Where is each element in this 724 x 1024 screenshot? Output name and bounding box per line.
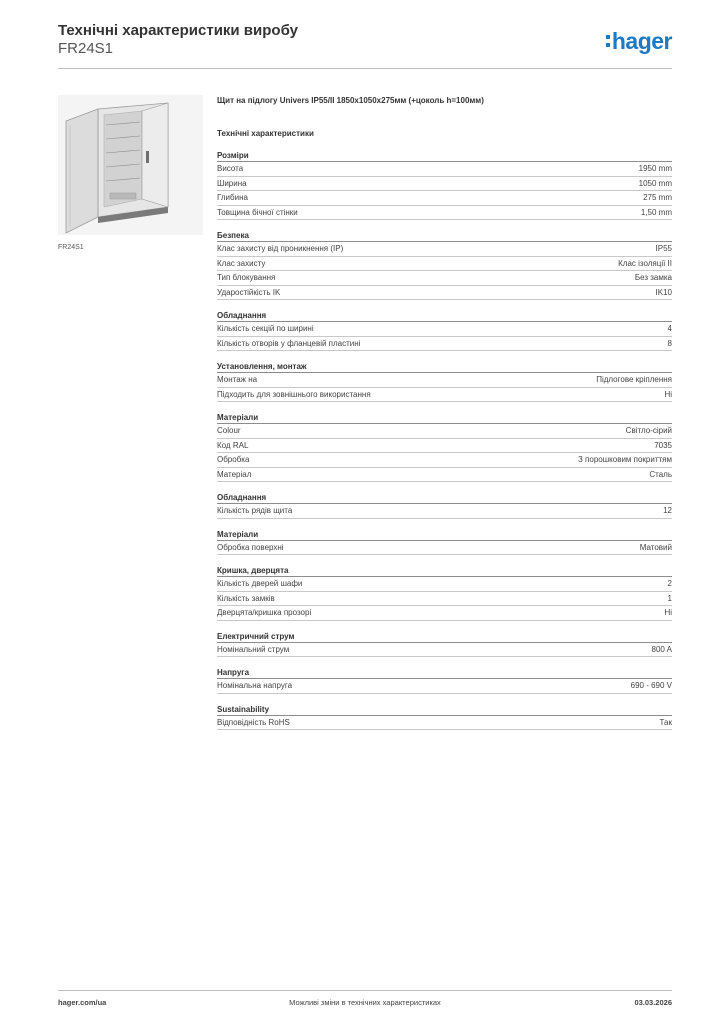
section-title: Установлення, монтаж: [217, 361, 672, 373]
spec-label: Товщина бічної стінки: [217, 207, 298, 217]
spec-row: [217, 322, 672, 337]
spec-label: Colour: [217, 426, 241, 435]
spec-row: [217, 592, 672, 607]
section-current: [217, 631, 672, 658]
spec-value: 8: [667, 338, 672, 348]
spec-value: Ні: [664, 389, 672, 399]
section-title: Обладнання: [217, 492, 672, 504]
section-title: Матеріали: [217, 412, 672, 424]
section-sustainability: [217, 704, 672, 731]
spec-row: [217, 679, 672, 694]
spec-label: Кількість рядів щита: [217, 506, 293, 515]
spec-value: Так: [659, 717, 672, 727]
section-title: Sustainability: [217, 704, 672, 716]
section-installation: [217, 361, 672, 402]
spec-label: Обробка поверхні: [217, 542, 284, 552]
spec-value: Сталь: [649, 469, 672, 479]
spec-row: [217, 257, 672, 272]
spec-value: 800 A: [651, 644, 672, 654]
spec-row: [217, 424, 672, 439]
spec-value: 12: [663, 506, 672, 515]
spec-label: Відповідність RoHS: [217, 717, 290, 727]
spec-value: IP55: [655, 244, 672, 253]
spec-value: 1: [667, 593, 672, 603]
section-materials: [217, 412, 672, 482]
spec-row: [217, 271, 672, 286]
spec-label: Висота: [217, 164, 244, 173]
specs-heading: Технічні характеристики: [217, 129, 314, 138]
spec-row: [217, 504, 672, 519]
spec-row: [217, 191, 672, 206]
footer-website-link[interactable]: hager.com/ua: [58, 998, 107, 1007]
footer-divider: [58, 990, 672, 991]
spec-value: Світло-сірий: [625, 426, 672, 435]
spec-label: Ударостійкість IK: [217, 287, 281, 297]
spec-label: Монтаж на: [217, 375, 258, 384]
spec-value: 690 - 690 V: [630, 681, 672, 690]
spec-value: 1950 mm: [638, 164, 672, 173]
section-title: Обладнання: [217, 310, 672, 322]
spec-label: Дверцята/кришка прозорі: [217, 608, 312, 617]
section-voltage: [217, 667, 672, 694]
spec-value: 1,50 mm: [640, 207, 672, 217]
cabinet-icon: [58, 95, 203, 235]
footer-date: 03.03.2026: [634, 998, 672, 1007]
spec-label: Клас захисту від проникнення (IP): [217, 244, 344, 253]
spec-value: 2: [667, 579, 672, 588]
footer-notice: Можливі зміни в технічних характеристиках: [289, 998, 441, 1007]
spec-value: 7035: [654, 440, 672, 450]
section-title: Безпека: [217, 230, 672, 242]
spec-row: [217, 388, 672, 403]
spec-label: Номінальна напруга: [217, 681, 293, 690]
logo-dots-icon: [606, 35, 610, 47]
spec-value: З порошковим покриттям: [578, 455, 672, 464]
spec-value: Клас ізоляції II: [618, 258, 672, 268]
section-dimensions: [217, 150, 672, 220]
spec-row: [217, 453, 672, 468]
section-safety: [217, 230, 672, 300]
spec-label: Номінальний струм: [217, 644, 290, 654]
spec-value: 275 mm: [643, 193, 672, 202]
spec-row: [217, 468, 672, 483]
product-code: FR24S1: [58, 40, 114, 57]
spec-label: Кількість замків: [217, 593, 275, 603]
spec-row: [217, 242, 672, 257]
spec-label: Кількість отворів у фланцевій пластині: [217, 338, 361, 348]
spec-label: Тип блокування: [217, 273, 276, 282]
spec-row: [217, 337, 672, 352]
spec-row: [217, 439, 672, 454]
section-title: Розміри: [217, 150, 672, 162]
spec-value: 1050 mm: [638, 178, 672, 188]
spec-label: Підходить для зовнішнього використання: [217, 389, 371, 399]
spec-row: [217, 577, 672, 592]
section-equipment: [217, 310, 672, 351]
section-title: Матеріали: [217, 529, 672, 541]
spec-value: Ні: [664, 608, 672, 617]
page-header: [58, 22, 672, 70]
section-title: Напруга: [217, 667, 672, 679]
section-materials-2: [217, 529, 672, 556]
spec-content: [217, 95, 672, 740]
spec-label: Обробка: [217, 455, 250, 464]
spec-label: Глибина: [217, 193, 248, 202]
spec-row: [217, 177, 672, 192]
spec-label: Код RAL: [217, 440, 249, 450]
hager-logo: [606, 30, 672, 52]
spec-value: IK10: [655, 287, 672, 297]
product-image: [58, 95, 203, 235]
spec-row: [217, 606, 672, 621]
page-title: Технічні характеристики виробу: [58, 22, 298, 39]
spec-value: Матовий: [639, 542, 672, 552]
section-doors: [217, 565, 672, 621]
product-description: Щит на підлогу Univers IP55/II 1850x1050x275мм (+цоколь h=100мм): [217, 96, 484, 105]
spec-row: [217, 541, 672, 556]
spec-label: Кількість секцій по ширині: [217, 324, 314, 333]
spec-label: Ширина: [217, 178, 247, 188]
spec-row: [217, 716, 672, 731]
spec-label: Клас захисту: [217, 258, 266, 268]
spec-row: [217, 286, 672, 301]
section-equipment-2: [217, 492, 672, 519]
spec-row: [217, 206, 672, 221]
header-divider: [58, 68, 672, 69]
spec-row: [217, 643, 672, 658]
spec-value: 4: [667, 324, 672, 333]
image-caption: FR24S1: [58, 244, 84, 251]
spec-value: Підлогове кріплення: [596, 375, 672, 384]
spec-value: Без замка: [634, 273, 672, 282]
spec-label: Матеріал: [217, 469, 252, 479]
spec-label: Кількість дверей шафи: [217, 579, 303, 588]
logo-wordmark: hager: [611, 28, 672, 54]
spec-row: [217, 373, 672, 388]
section-title: Електричний струм: [217, 631, 672, 643]
section-title: Кришка, дверцята: [217, 565, 672, 577]
spec-row: [217, 162, 672, 177]
